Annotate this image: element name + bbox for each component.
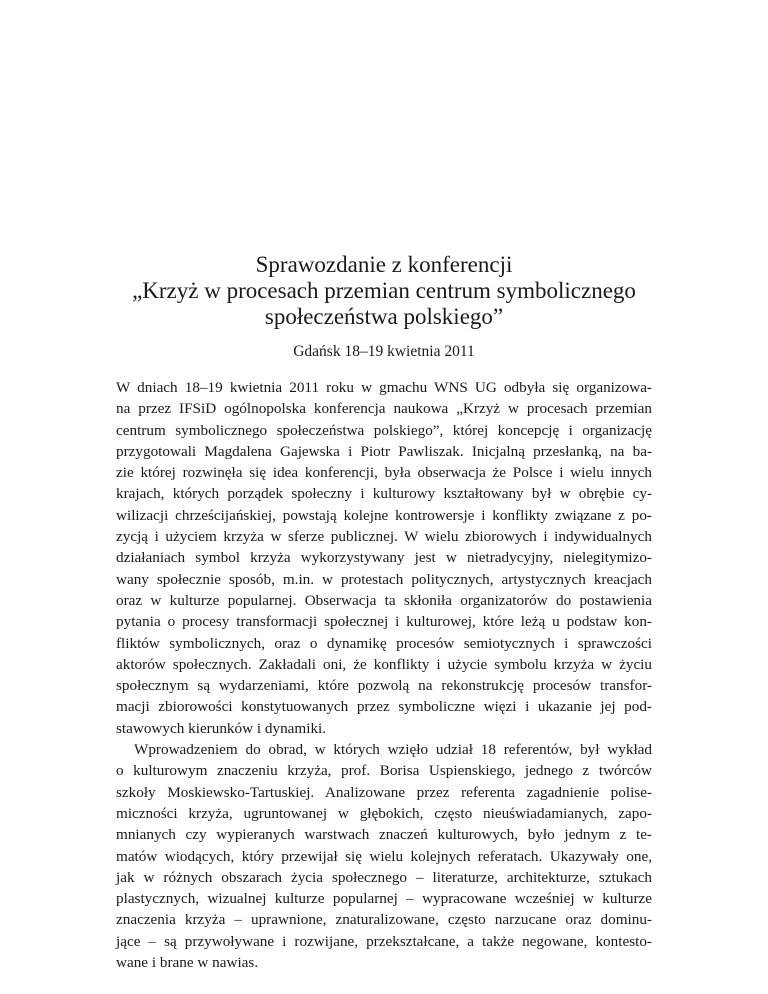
text-line: centrum symbolicznego społeczeństwa polskiego”, której koncepcję i organizację	[116, 421, 652, 439]
subtitle-date-place: Gdańsk 18–19 kwietnia 2011	[293, 343, 475, 360]
paragraph-2	[116, 739, 652, 973]
title-line-3: społeczeństwa polskiego”	[264, 304, 504, 329]
text-line: fliktów symbolicznych, oraz o dynamikę procesów semiotycznych i sprawczości	[116, 634, 652, 652]
text-line: przygotowali Magdalena Gajewska i Piotr Pawliszak. Inicjalną przesłanką, na ba-	[116, 442, 652, 460]
text-line: krajach, których porządek społeczny i kulturowy kształtowany był w obrębie cy-	[116, 485, 652, 503]
text-line: szkoły Moskiewsko-Tartuskiej. Analizowane przez referenta zagadnienie polise-	[116, 783, 652, 801]
text-line: jące – są przywoływane i rozwijane, przekształcane, a także negowane, kontesto-	[116, 932, 652, 950]
text-line: aktorów społecznych. Zakładali oni, że konflikty i użycie symbolu krzyża w życiu	[116, 655, 652, 673]
text-line: zie której rozwinęła się idea konferencji, była obserwacja że Polsce i wielu innych	[116, 464, 652, 482]
text-line: działaniach symbol krzyża wykorzystywany jest w nietradycyjny, nielegitymizo-	[116, 549, 652, 567]
title-line-1: Sprawozdanie z konferencji	[255, 252, 513, 277]
text-line: matów wiodących, który przewijał się wielu kolejnych referatach. Ukazywały one,	[116, 847, 652, 865]
text-line: wany społecznie sposób, m.in. w protestach politycznych, artystycznych kreacjach	[116, 570, 652, 588]
page-title	[100, 252, 668, 330]
text-line: zycją i użyciem krzyża w sferze publicznej. W wielu zbiorowych i indywidualnych	[116, 528, 652, 546]
text-line: znaczenia krzyża – uprawnione, znaturalizowane, często narzucane oraz dominu-	[116, 911, 652, 929]
text-line: o kulturowym znaczeniu krzyża, prof. Borisa Uspienskiego, jednego z twórców	[116, 762, 652, 780]
text-line: plastycznych, wizualnej kulturze popularnej – wypracowane wcześniej w kulturze	[116, 890, 652, 908]
text-line: wane i brane w nawias.	[116, 954, 259, 972]
text-line: jak w różnych obszarach życia społecznego – literaturze, architekturze, sztukach	[116, 868, 652, 886]
text-line: miczności krzyża, ugruntowanej w głębokich, często nieuświadamianych, zapo-	[116, 804, 652, 822]
text-line: oraz w kulturze popularnej. Obserwacja ta skłoniła organizatorów do postawienia	[116, 591, 652, 609]
text-line: W dniach 18–19 kwietnia 2011 roku w gmachu WNS UG odbyła się organizowa-	[116, 379, 652, 396]
text-line: Wprowadzeniem do obrad, w których wzięło udział 18 referentów, był wykład	[134, 741, 652, 759]
body-text	[116, 377, 652, 973]
text-line: macji zbiorowości konstytuowanych przez symboliczne więzi i ukazanie jej pod-	[116, 698, 652, 716]
text-line: na przez IFSiD ogólnopolska konferencja naukowa „Krzyż w procesach przemian	[116, 400, 652, 418]
title-line-2: „Krzyż w procesach przemian centrum symbolicznego	[132, 278, 636, 303]
text-line: pytania o procesy transformacji społecznej i kulturowej, które leżą u podstaw kon-	[116, 613, 652, 631]
paragraph-1	[116, 377, 652, 739]
text-line: społecznym są wydarzeniami, które pozwolą na rekonstrukcję procesów transfor-	[116, 677, 652, 695]
text-line: stawowych kierunków i dynamiki.	[116, 719, 327, 737]
text-line: mnianych czy wypieranych warstwach znaczeń kulturowych, było jednym z te-	[116, 826, 652, 844]
text-line: wilizacji chrześcijańskiej, powstają kolejne kontrowersje i konflikty związane z po-	[116, 506, 652, 524]
